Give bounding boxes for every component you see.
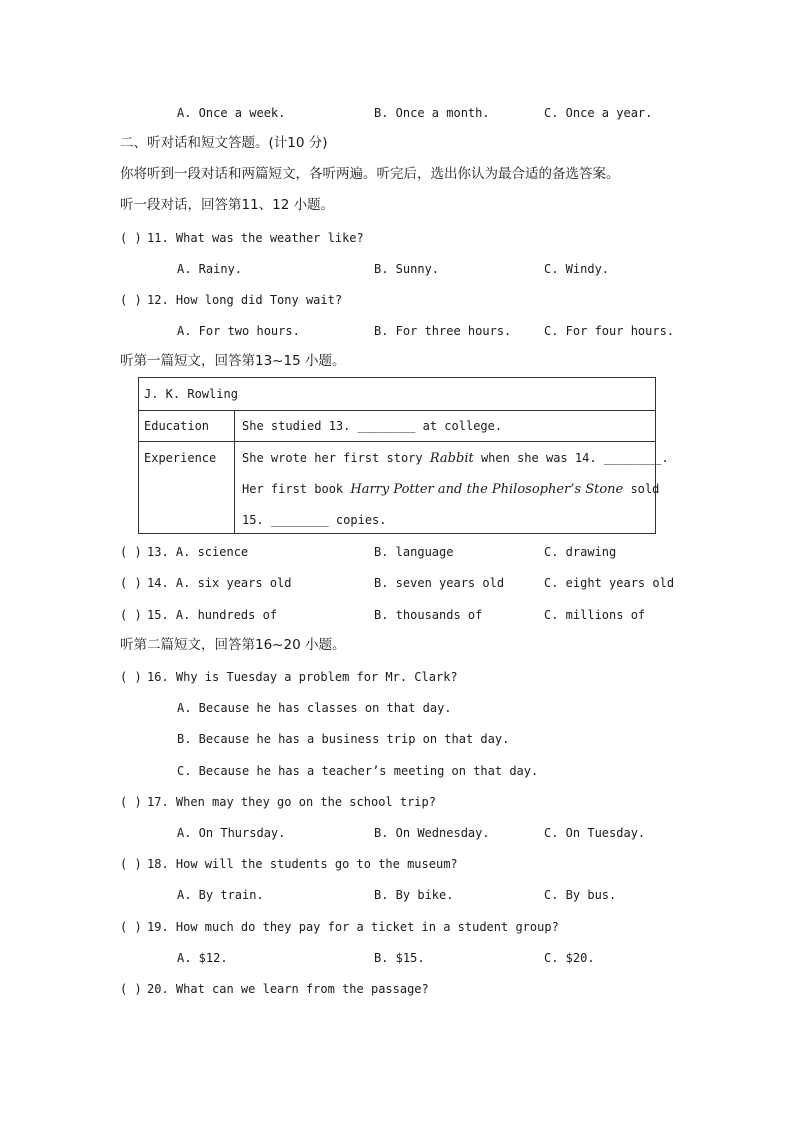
q19-option-c: C. $20. — [544, 951, 595, 965]
q19-option-b: B. $15. — [374, 951, 425, 965]
q12-option-a: A. For two hours. — [177, 324, 300, 338]
experience-line-1 — [242, 450, 669, 467]
question-18: 18. How will the students go to the museum? — [147, 857, 458, 871]
q16-option-c: C. Because he has a teacher’s meeting on that day. — [177, 764, 539, 778]
question-19: 19. How much do they pay for a ticket in a student group? — [147, 920, 559, 934]
top-option-b: B. Once a month. — [374, 106, 490, 120]
experience-label: Experience — [144, 451, 217, 465]
section-instruction: 你将听到一段对话和两篇短文，各听两遍。听完后，选出你认为最合适的备选答案。 — [120, 166, 620, 182]
education-text: She studied 13. ________ at college. — [242, 419, 503, 433]
passage1-intro: 听第一篇短文，回答第13~15 小题。 — [120, 353, 346, 369]
q15-option-c: C. millions of — [544, 608, 646, 622]
exp2-text: Her first book — [242, 482, 351, 496]
table-divider — [139, 441, 655, 442]
q13-option-b: B. language — [374, 545, 454, 559]
q12-option-c: C. For four hours. — [544, 324, 675, 338]
education-label: Education — [144, 419, 210, 433]
question-12: 12. How long did Tony wait? — [147, 293, 343, 307]
answer-blank[interactable]: ( ) — [120, 608, 142, 622]
q11-option-b: B. Sunny. — [374, 262, 440, 276]
q17-option-b: B. On Wednesday. — [374, 826, 490, 840]
question-20: 20. What can we learn from the passage? — [147, 982, 429, 996]
section-heading: 二、听对话和短文答题。(计10 分) — [120, 135, 328, 151]
answer-blank[interactable]: ( ) — [120, 982, 142, 996]
table-divider — [139, 410, 655, 411]
exp2-text-end: sold — [623, 482, 660, 496]
question-11: 11. What was the weather like? — [147, 231, 364, 245]
question-16: 16. Why is Tuesday a problem for Mr. Clark? — [147, 670, 458, 684]
question-13: 13. A. science — [147, 545, 249, 559]
q19-option-a: A. $12. — [177, 951, 228, 965]
q17-option-c: C. On Tuesday. — [544, 826, 646, 840]
q18-option-c: C. By bus. — [544, 888, 617, 902]
answer-blank[interactable]: ( ) — [120, 576, 142, 590]
book-title: Harry Potter and the Philosopher’s Stone — [350, 482, 624, 497]
q18-option-a: A. By train. — [177, 888, 264, 902]
top-option-c: C. Once a year. — [544, 106, 653, 120]
table-column-divider — [234, 410, 235, 534]
story-title: Rabbit — [429, 451, 474, 466]
q13-option-c: C. drawing — [544, 545, 617, 559]
answer-blank[interactable]: ( ) — [120, 795, 142, 809]
answer-blank[interactable]: ( ) — [120, 670, 142, 684]
question-14: 14. A. six years old — [147, 576, 292, 590]
q12-option-b: B. For three hours. — [374, 324, 512, 338]
experience-line-2 — [242, 481, 659, 498]
q15-option-b: B. thousands of — [374, 608, 483, 622]
q16-option-a: A. Because he has classes on that day. — [177, 701, 452, 715]
rowling-table — [138, 377, 669, 534]
answer-blank[interactable]: ( ) — [120, 545, 142, 559]
q11-option-a: A. Rainy. — [177, 262, 243, 276]
q14-option-b: B. seven years old — [374, 576, 505, 590]
q14-option-c: C. eight years old — [544, 576, 675, 590]
q17-option-a: A. On Thursday. — [177, 826, 286, 840]
experience-line-3: 15. ________ copies. — [242, 513, 387, 527]
answer-blank[interactable]: ( ) — [120, 857, 142, 871]
answer-blank[interactable]: ( ) — [120, 293, 142, 307]
dialog-intro: 听一段对话，回答第11、12 小题。 — [120, 197, 335, 213]
passage2-intro: 听第二篇短文，回答第16~20 小题。 — [120, 637, 346, 653]
top-option-a: A. Once a week. — [177, 106, 286, 120]
question-17: 17. When may they go on the school trip? — [147, 795, 436, 809]
answer-blank[interactable]: ( ) — [120, 231, 142, 245]
question-15: 15. A. hundreds of — [147, 608, 278, 622]
exp1-text-end: when she was 14. ________. — [473, 451, 669, 465]
answer-blank[interactable]: ( ) — [120, 920, 142, 934]
exp1-text: She wrote her first story — [242, 451, 430, 465]
q11-option-c: C. Windy. — [544, 262, 610, 276]
table-title: J. K. Rowling — [144, 387, 238, 401]
q18-option-b: B. By bike. — [374, 888, 454, 902]
q16-option-b: B. Because he has a business trip on that day. — [177, 732, 510, 746]
